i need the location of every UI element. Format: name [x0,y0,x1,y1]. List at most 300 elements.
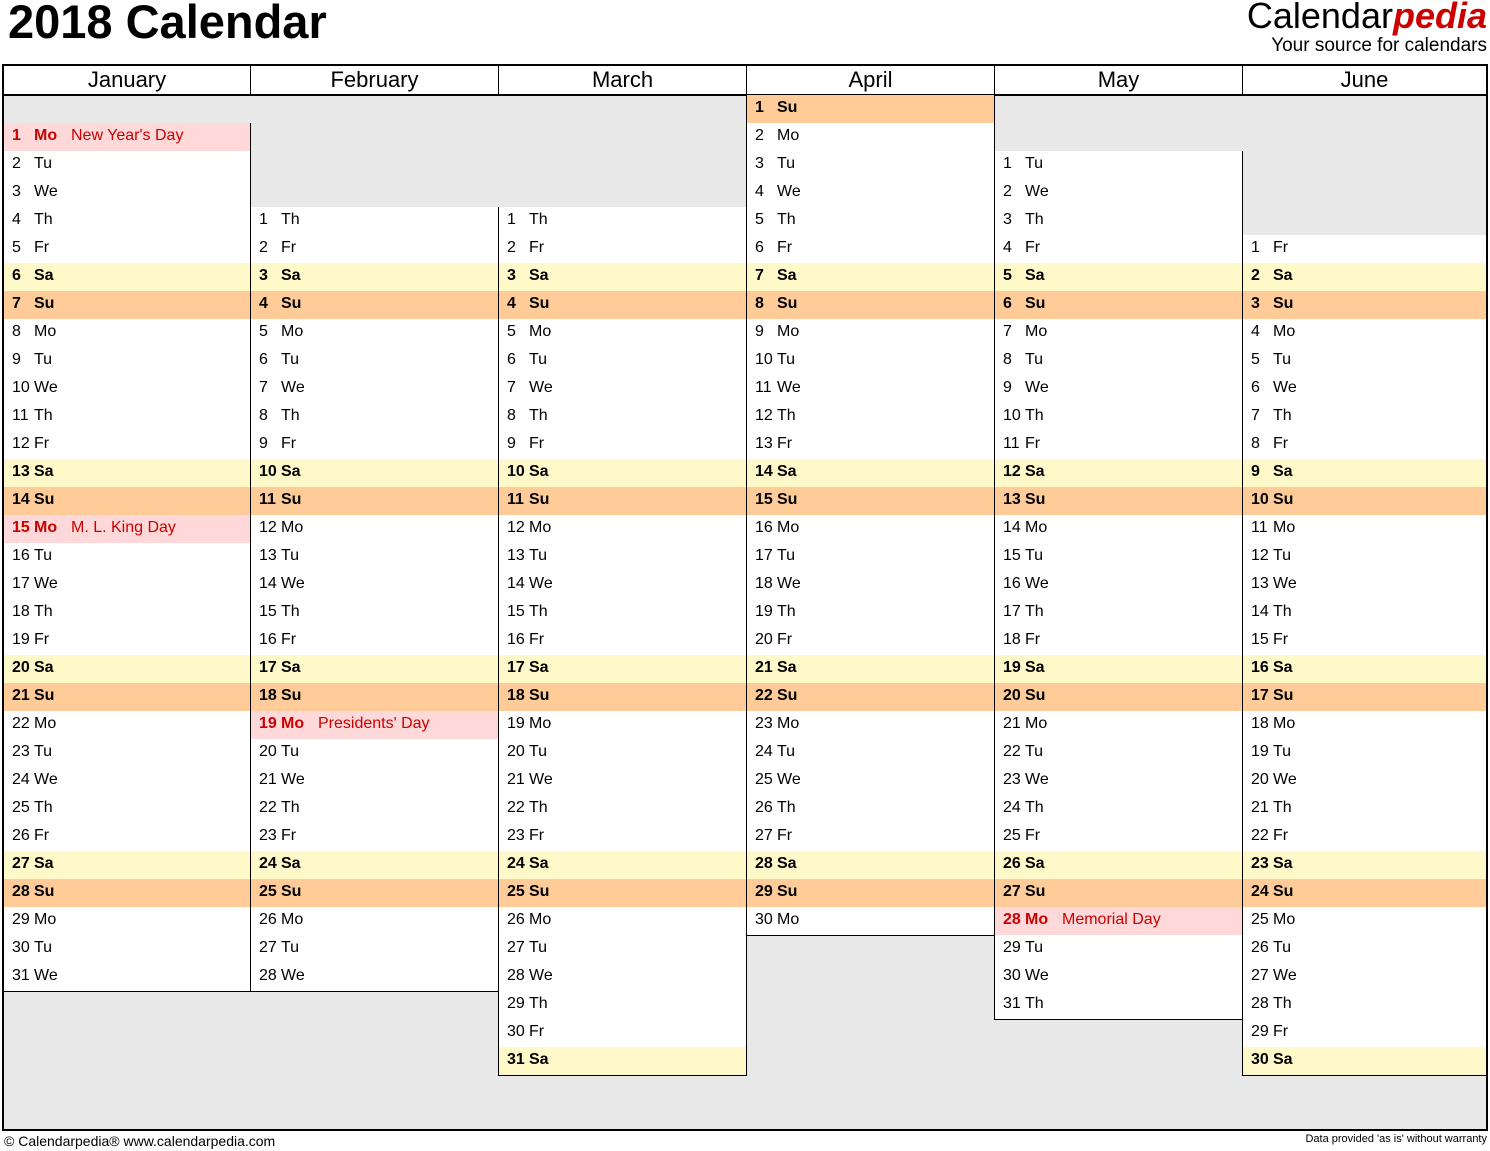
day-number: 23 [259,827,277,844]
day-row-may-31[interactable] [994,991,1243,1020]
weekday-label: Mo [529,323,552,340]
weekday-label: Mo [1025,715,1048,732]
day-row-january-5[interactable] [4,235,251,264]
weekday-label: Th [777,211,796,228]
day-number: 29 [507,995,525,1012]
day-row-may-22[interactable] [994,739,1243,768]
day-number: 25 [1251,911,1269,928]
day-row-march-8[interactable] [498,403,747,432]
day-number: 24 [12,771,30,788]
day-row-may-5[interactable] [994,263,1243,292]
day-row-march-17[interactable] [498,655,747,684]
weekday-label: Fr [1273,827,1289,844]
day-row-february-26[interactable] [250,907,499,936]
day-row-june-21[interactable] [1242,795,1486,824]
day-row-march-30[interactable] [498,1019,747,1048]
day-row-june-23[interactable] [1242,851,1486,880]
weekday-label: Mo [281,715,305,732]
day-number: 13 [1251,575,1269,592]
weekday-label: Su [34,491,55,508]
weekday-label: Sa [1025,463,1045,480]
day-row-may-4[interactable] [994,235,1243,264]
day-number: 24 [1003,799,1021,816]
day-row-june-30[interactable] [1242,1047,1486,1076]
day-row-february-1[interactable] [250,207,499,236]
weekday-label: Mo [1025,519,1048,536]
day-row-january-26[interactable] [4,823,251,852]
day-row-june-11[interactable] [1242,515,1486,544]
day-row-january-25[interactable] [4,795,251,824]
day-number: 11 [1251,519,1268,536]
day-row-march-13[interactable] [498,543,747,572]
day-row-may-20[interactable] [994,683,1243,712]
day-row-may-9[interactable] [994,375,1243,404]
day-row-april-26[interactable] [746,795,995,824]
day-row-march-10[interactable] [498,459,747,488]
day-row-april-4[interactable] [746,179,995,208]
day-row-april-11[interactable] [746,375,995,404]
day-row-january-17[interactable] [4,571,251,600]
day-row-may-12[interactable] [994,459,1243,488]
day-row-may-3[interactable] [994,207,1243,236]
day-row-may-23[interactable] [994,767,1243,796]
day-number: 14 [1251,603,1269,620]
day-number: 7 [507,379,516,396]
weekday-label: Su [34,687,55,704]
weekday-label: Mo [1273,519,1296,536]
day-number: 26 [259,911,277,928]
day-row-may-7[interactable] [994,319,1243,348]
day-row-february-27[interactable] [250,935,499,964]
day-row-may-16[interactable] [994,571,1243,600]
day-row-may-15[interactable] [994,543,1243,572]
day-row-june-10[interactable] [1242,487,1486,516]
day-row-february-7[interactable] [250,375,499,404]
day-number: 27 [1003,883,1021,900]
day-row-may-11[interactable] [994,431,1243,460]
day-row-march-29[interactable] [498,991,747,1020]
day-number: 18 [1251,715,1269,732]
day-row-march-11[interactable] [498,487,747,516]
day-row-march-4[interactable] [498,291,747,320]
day-row-june-29[interactable] [1242,1019,1486,1048]
day-row-june-13[interactable] [1242,571,1486,600]
day-row-june-8[interactable] [1242,431,1486,460]
day-row-january-18[interactable] [4,599,251,628]
day-row-april-6[interactable] [746,235,995,264]
brand-logo[interactable] [1247,0,1487,56]
day-row-february-21[interactable] [250,767,499,796]
day-row-april-7[interactable] [746,263,995,292]
weekday-label: Sa [529,267,549,284]
day-row-june-4[interactable] [1242,319,1486,348]
day-row-june-14[interactable] [1242,599,1486,628]
day-row-march-24[interactable] [498,851,747,880]
day-row-january-14[interactable] [4,487,251,516]
weekday-label: Fr [777,435,793,452]
day-row-january-6[interactable] [4,263,251,292]
weekday-label: Tu [1025,743,1044,760]
day-row-february-28[interactable] [250,963,499,992]
weekday-label: Fr [281,239,297,256]
day-number: 14 [259,575,277,592]
day-number: 15 [1003,547,1021,564]
day-number: 7 [755,267,764,284]
day-row-may-14[interactable] [994,515,1243,544]
day-row-january-19[interactable] [4,627,251,656]
day-row-april-23[interactable] [746,711,995,740]
day-number: 6 [507,351,516,368]
day-row-june-26[interactable] [1242,935,1486,964]
day-row-may-1[interactable] [994,151,1243,180]
day-number: 26 [507,911,525,928]
weekday-label: Mo [281,911,304,928]
day-row-april-15[interactable] [746,487,995,516]
day-row-march-1[interactable] [498,207,747,236]
day-number: 19 [1003,659,1021,676]
weekday-label: Tu [529,351,548,368]
day-row-january-23[interactable] [4,739,251,768]
weekday-label: Sa [529,1051,549,1068]
day-row-january-8[interactable] [4,319,251,348]
day-row-may-8[interactable] [994,347,1243,376]
day-number: 11 [1003,435,1020,452]
day-row-april-30[interactable] [746,907,995,936]
day-row-january-20[interactable] [4,655,251,684]
weekday-label: Su [1025,491,1046,508]
day-row-march-16[interactable] [498,627,747,656]
day-row-may-24[interactable] [994,795,1243,824]
day-number: 29 [755,883,773,900]
day-row-march-18[interactable] [498,683,747,712]
day-number: 23 [1251,855,1269,872]
day-row-april-17[interactable] [746,543,995,572]
day-row-april-18[interactable] [746,571,995,600]
weekday-label: Sa [34,267,54,284]
day-row-april-13[interactable] [746,431,995,460]
day-row-february-16[interactable] [250,627,499,656]
weekday-label: We [281,771,305,788]
day-number: 3 [755,155,764,172]
day-number: 30 [507,1023,525,1040]
day-row-june-19[interactable] [1242,739,1486,768]
day-row-february-25[interactable] [250,879,499,908]
day-row-april-27[interactable] [746,823,995,852]
day-row-may-27[interactable] [994,879,1243,908]
day-row-january-11[interactable] [4,403,251,432]
day-row-march-22[interactable] [498,795,747,824]
weekday-label: Sa [34,855,54,872]
day-number: 11 [12,407,29,424]
weekday-label: We [777,575,801,592]
day-row-january-21[interactable] [4,683,251,712]
day-row-january-10[interactable] [4,375,251,404]
day-row-april-5[interactable] [746,207,995,236]
day-row-may-18[interactable] [994,627,1243,656]
day-row-april-21[interactable] [746,655,995,684]
weekday-label: Su [1273,491,1294,508]
weekday-label: Th [1273,407,1292,424]
day-row-february-15[interactable] [250,599,499,628]
day-row-may-10[interactable] [994,403,1243,432]
weekday-label: We [1273,771,1297,788]
day-row-march-15[interactable] [498,599,747,628]
day-row-february-20[interactable] [250,739,499,768]
day-row-june-5[interactable] [1242,347,1486,376]
weekday-label: Fr [1025,827,1041,844]
day-row-june-2[interactable] [1242,263,1486,292]
day-row-april-29[interactable] [746,879,995,908]
day-row-february-11[interactable] [250,487,499,516]
day-row-april-22[interactable] [746,683,995,712]
weekday-label: Su [281,883,302,900]
day-row-march-23[interactable] [498,823,747,852]
weekday-label: Th [529,603,548,620]
day-number: 19 [755,603,773,620]
day-row-february-19[interactable] [250,711,499,740]
day-row-april-9[interactable] [746,319,995,348]
day-row-february-2[interactable] [250,235,499,264]
day-number: 5 [1003,267,1012,284]
day-row-february-4[interactable] [250,291,499,320]
day-row-february-6[interactable] [250,347,499,376]
day-number: 25 [755,771,773,788]
day-number: 4 [259,295,268,312]
day-row-february-3[interactable] [250,263,499,292]
day-row-march-25[interactable] [498,879,747,908]
day-row-may-26[interactable] [994,851,1243,880]
weekday-label: Th [1025,603,1044,620]
day-number: 14 [507,575,525,592]
day-row-january-29[interactable] [4,907,251,936]
day-row-may-25[interactable] [994,823,1243,852]
day-row-march-9[interactable] [498,431,747,460]
day-row-june-20[interactable] [1242,767,1486,796]
day-row-february-22[interactable] [250,795,499,824]
day-number: 4 [1003,239,1012,256]
day-row-april-28[interactable] [746,851,995,880]
day-row-january-2[interactable] [4,151,251,180]
day-row-january-7[interactable] [4,291,251,320]
day-row-march-6[interactable] [498,347,747,376]
weekday-label: Tu [777,155,796,172]
day-number: 13 [1003,491,1021,508]
weekday-label: We [777,771,801,788]
day-row-may-29[interactable] [994,935,1243,964]
day-row-april-2[interactable] [746,123,995,152]
weekday-label: Tu [1025,155,1044,172]
day-row-january-3[interactable] [4,179,251,208]
day-row-february-14[interactable] [250,571,499,600]
day-number: 28 [1251,995,1269,1012]
day-row-may-6[interactable] [994,291,1243,320]
day-number: 17 [1251,687,1269,704]
day-number: 7 [259,379,268,396]
day-row-june-27[interactable] [1242,963,1486,992]
day-number: 5 [259,323,268,340]
weekday-label: Tu [529,939,548,956]
day-row-january-22[interactable] [4,711,251,740]
day-number: 18 [507,687,525,704]
day-row-february-24[interactable] [250,851,499,880]
day-number: 8 [12,323,21,340]
weekday-label: Tu [1273,547,1292,564]
day-row-february-5[interactable] [250,319,499,348]
day-row-may-30[interactable] [994,963,1243,992]
weekday-label: Su [1025,295,1046,312]
day-row-january-28[interactable] [4,879,251,908]
day-row-january-27[interactable] [4,851,251,880]
weekday-label: Mo [529,519,552,536]
weekday-label: Fr [1273,631,1289,648]
day-row-june-7[interactable] [1242,403,1486,432]
day-row-may-28[interactable] [994,907,1243,936]
day-row-march-5[interactable] [498,319,747,348]
day-row-april-3[interactable] [746,151,995,180]
day-row-january-16[interactable] [4,543,251,572]
day-row-may-21[interactable] [994,711,1243,740]
day-row-june-28[interactable] [1242,991,1486,1020]
day-number: 28 [755,855,773,872]
day-row-june-9[interactable] [1242,459,1486,488]
day-row-april-25[interactable] [746,767,995,796]
day-number: 8 [1251,435,1260,452]
day-row-april-10[interactable] [746,347,995,376]
day-row-march-20[interactable] [498,739,747,768]
day-row-january-9[interactable] [4,347,251,376]
weekday-label: Mo [34,715,57,732]
day-row-june-22[interactable] [1242,823,1486,852]
day-row-june-24[interactable] [1242,879,1486,908]
weekday-label: Fr [281,631,297,648]
day-row-january-15[interactable] [4,515,251,544]
day-row-april-12[interactable] [746,403,995,432]
day-row-march-3[interactable] [498,263,747,292]
day-row-june-16[interactable] [1242,655,1486,684]
weekday-label: Mo [529,715,552,732]
day-row-june-17[interactable] [1242,683,1486,712]
day-row-april-8[interactable] [746,291,995,320]
day-number: 25 [12,799,30,816]
weekday-label: Tu [777,351,796,368]
day-number: 19 [259,715,277,732]
day-number: 15 [259,603,277,620]
weekday-label: We [281,379,305,396]
day-row-april-24[interactable] [746,739,995,768]
day-number: 21 [1251,799,1269,816]
day-number: 15 [507,603,525,620]
day-row-june-6[interactable] [1242,375,1486,404]
day-row-march-26[interactable] [498,907,747,936]
day-row-february-10[interactable] [250,459,499,488]
weekday-label: Mo [777,127,800,144]
day-row-june-1[interactable] [1242,235,1486,264]
day-row-march-7[interactable] [498,375,747,404]
day-row-january-30[interactable] [4,935,251,964]
day-row-february-23[interactable] [250,823,499,852]
day-row-april-16[interactable] [746,515,995,544]
day-row-march-31[interactable] [498,1047,747,1076]
day-row-february-13[interactable] [250,543,499,572]
day-row-march-21[interactable] [498,767,747,796]
weekday-label: We [1025,183,1049,200]
day-row-june-18[interactable] [1242,711,1486,740]
day-row-june-15[interactable] [1242,627,1486,656]
day-row-may-19[interactable] [994,655,1243,684]
day-row-january-31[interactable] [4,963,251,992]
day-number: 9 [259,435,268,452]
day-row-march-14[interactable] [498,571,747,600]
day-number: 9 [1251,463,1260,480]
day-number: 27 [259,939,277,956]
day-number: 16 [1251,659,1269,676]
day-row-april-19[interactable] [746,599,995,628]
weekday-label: Th [281,799,300,816]
day-row-march-2[interactable] [498,235,747,264]
day-row-june-3[interactable] [1242,291,1486,320]
weekday-label: Sa [281,463,301,480]
day-row-january-24[interactable] [4,767,251,796]
day-number: 17 [507,659,525,676]
weekday-label: We [34,575,58,592]
day-row-june-25[interactable] [1242,907,1486,936]
day-number: 12 [755,407,773,424]
weekday-label: Fr [529,1023,545,1040]
day-row-february-8[interactable] [250,403,499,432]
day-row-march-12[interactable] [498,515,747,544]
day-row-february-9[interactable] [250,431,499,460]
day-row-january-12[interactable] [4,431,251,460]
day-row-february-18[interactable] [250,683,499,712]
holiday-label: Presidents' Day [318,715,430,732]
day-row-may-13[interactable] [994,487,1243,516]
weekday-label: Fr [529,239,545,256]
day-number: 31 [12,967,30,984]
day-row-april-1[interactable] [746,95,995,124]
day-number: 28 [12,883,30,900]
day-row-march-27[interactable] [498,935,747,964]
day-row-january-4[interactable] [4,207,251,236]
day-number: 24 [507,855,525,872]
day-row-april-20[interactable] [746,627,995,656]
day-row-january-13[interactable] [4,459,251,488]
weekday-label: Tu [529,547,548,564]
day-number: 22 [1003,743,1021,760]
weekday-label: Mo [777,519,800,536]
weekday-label: Fr [1273,435,1289,452]
page-title: 2018 Calendar [8,0,327,48]
day-number: 18 [1003,631,1021,648]
day-row-february-17[interactable] [250,655,499,684]
day-number: 20 [1251,771,1269,788]
brand-name-accent: pedia [1392,0,1487,36]
day-row-march-28[interactable] [498,963,747,992]
weekday-label: Mo [34,323,57,340]
day-number: 30 [1251,1051,1269,1068]
day-number: 13 [12,463,30,480]
day-number: 4 [1251,323,1260,340]
day-row-june-12[interactable] [1242,543,1486,572]
day-row-may-2[interactable] [994,179,1243,208]
weekday-label: Fr [1025,435,1041,452]
day-row-march-19[interactable] [498,711,747,740]
day-row-january-1[interactable] [4,123,251,152]
day-row-may-17[interactable] [994,599,1243,628]
day-row-april-14[interactable] [746,459,995,488]
day-number: 4 [755,183,764,200]
day-row-february-12[interactable] [250,515,499,544]
day-number: 9 [755,323,764,340]
